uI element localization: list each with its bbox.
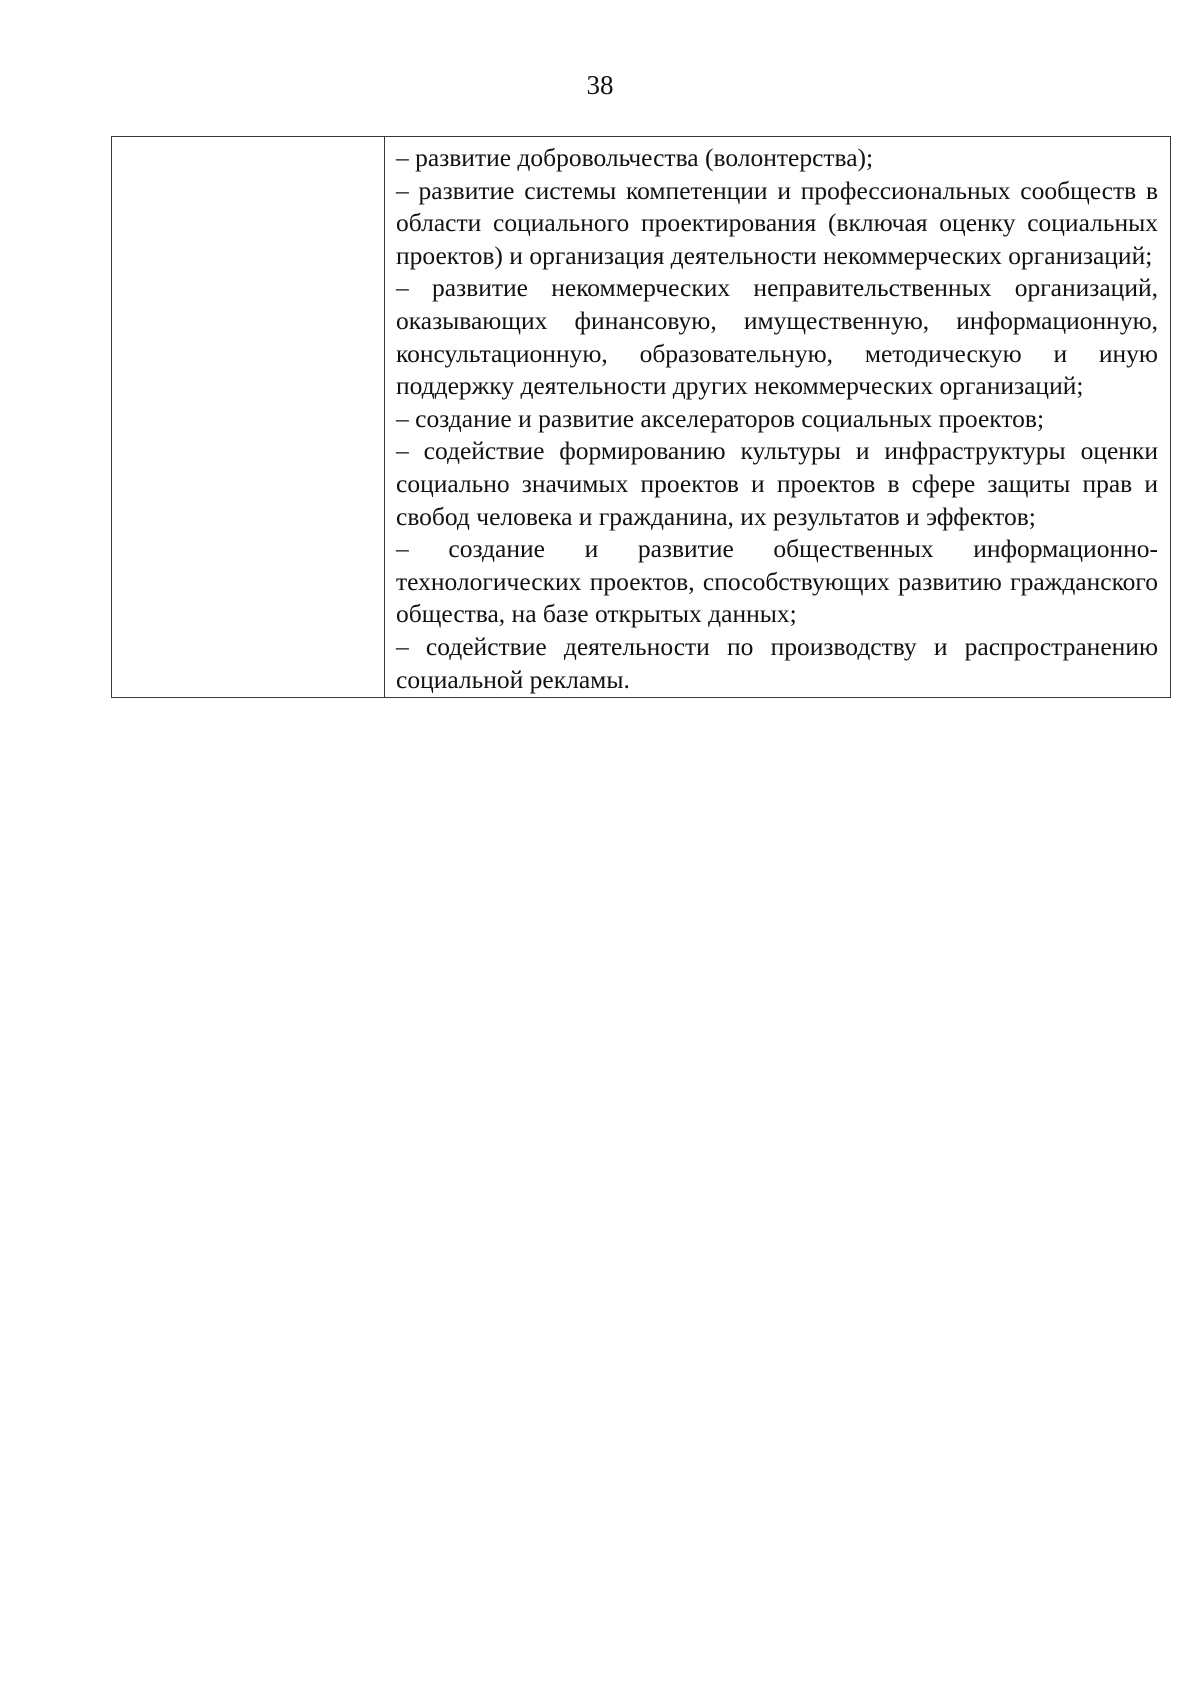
list-item: – развитие системы компетенции и профессиональных сообществ в области социального проектирования (включая оценку социальных проектов) и организация деятельности некоммерческих организаций; bbox=[396, 175, 1158, 270]
activities-table bbox=[111, 136, 1171, 698]
list-item: – развитие некоммерческих неправительственных организаций, оказывающих финансовую, имущественную, информационную, консультационную, образовательную, методическую и иную поддержку деятельности других некоммерческих организаций; bbox=[396, 273, 1158, 401]
table-cell-right bbox=[385, 137, 1171, 698]
page-number: 38 bbox=[586, 70, 614, 100]
list-item: – содействие формированию культуры и инфраструктуры оценки социально значимых проектов и проектов в сфере защиты прав и свобод человека и гражданина, их результатов и эффектов; bbox=[396, 436, 1158, 531]
list-item: – создание и развитие акселераторов социальных проектов; bbox=[396, 403, 1045, 433]
list-item: – развитие добровольчества (волонтерства); bbox=[396, 143, 874, 172]
list-item: – создание и развитие общественных информационно-технологических проектов, способствующих развитию гражданского общества, на базе открытых данных; bbox=[396, 534, 1158, 629]
table-cell-left bbox=[112, 137, 385, 698]
table-row bbox=[112, 137, 1171, 698]
list-item: – содействие деятельности по производству и распространению социальной рекламы. bbox=[396, 631, 1158, 694]
